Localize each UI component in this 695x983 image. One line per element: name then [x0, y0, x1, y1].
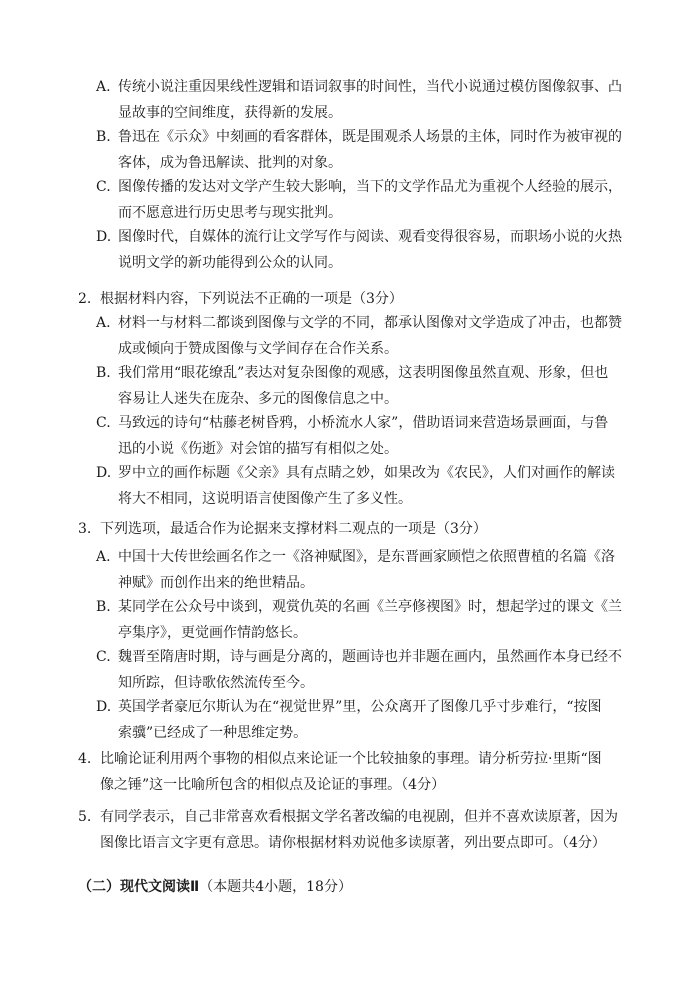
option-text: 材料一与材料二都谈到图像与文学的不同，都承认图像对文学造成了冲击，也都赞 — [118, 315, 622, 331]
option-text: 亭集序》，更觉画作情韵悠长。 — [118, 625, 307, 641]
option-text: 神赋》而创作出来的绝世精品。 — [118, 575, 314, 591]
question-5 — [78, 804, 638, 856]
section-heading — [78, 874, 352, 900]
q1-option-a — [96, 74, 641, 126]
option-label: D. — [96, 229, 112, 245]
q1-option-d — [96, 224, 641, 276]
option-label: A. — [96, 315, 111, 331]
q1-option-c — [96, 174, 641, 226]
question-stem: 根据材料内容，下列说法不正确的一项是（3分） — [100, 291, 403, 307]
question-3 — [78, 516, 638, 542]
option-label: D. — [96, 699, 112, 715]
option-text: 客体，成为鲁迅解读、批判的对象。 — [118, 155, 342, 171]
option-text: 将大不相同，这说明语言使图像产生了多义性。 — [118, 491, 412, 507]
option-text: 知所踪，但诗歌依然流传至今。 — [118, 675, 314, 691]
question-text: 像之锤”这一比喻所包含的相似点及论证的事理。（4分） — [100, 777, 446, 793]
q3-option-a — [96, 544, 641, 596]
question-number: 4. — [78, 751, 92, 767]
question-text: 比喻论证利用两个事物的相似点来论证一个比较抽象的事理。请分析劳拉·里斯“图 — [100, 751, 602, 767]
q3-option-d — [96, 694, 641, 746]
question-number: 2. — [78, 291, 92, 307]
question-stem: 下列选项，最适合作为论据来支撑材料二观点的一项是（3分） — [100, 521, 487, 537]
option-label: C. — [96, 415, 111, 431]
option-label: A. — [96, 549, 111, 565]
q2-option-c — [96, 410, 641, 462]
option-text: 容易让人迷失在庞杂、多元的图像信息之中。 — [118, 391, 398, 407]
option-text: 显故事的空间维度，获得新的发展。 — [118, 105, 342, 121]
q2-option-a — [96, 310, 641, 362]
option-text: 传统小说注重因果线性逻辑和语词叙事的时间性，当代小说通过模仿图像叙事、凸 — [118, 79, 622, 95]
section-title: （二）现代文阅读Ⅱ — [78, 879, 200, 895]
question-text: 有同学表示，自己非常喜欢看根据文学名著改编的电视剧，但并不喜欢读原著，因为 — [100, 809, 618, 825]
option-text: 成或倾向于赞成图像与文学间存在合作关系。 — [118, 341, 398, 357]
option-text: 迅的小说《伤逝》对会馆的描写有相似之处。 — [118, 441, 398, 457]
option-text: 索骥”已经成了一种思维定势。 — [118, 725, 308, 741]
option-text: 中国十大传世绘画名作之一《洛神赋图》，是东晋画家顾恺之依照曹植的名篇《洛 — [118, 549, 615, 565]
option-text: 图像时代，自媒体的流行让文学写作与阅读、观看变得很容易，而职场小说的火热 — [118, 229, 622, 245]
option-text: 我们常用“眼花缭乱”表达对复杂图像的观感，这表明图像虽然直观、形象，但也 — [118, 365, 609, 381]
option-label: D. — [96, 465, 112, 481]
option-text: 罗中立的画作标题《父亲》具有点睛之妙，如果改为《农民》，人们对画作的解读 — [118, 465, 615, 481]
option-label: C. — [96, 179, 111, 195]
option-label: A. — [96, 79, 111, 95]
option-text: 英国学者豪厄尔斯认为在“视觉世界”里，公众离开了图像几乎寸步难行，“按图 — [118, 699, 602, 715]
option-text: 图像传播的发达对文学产生较大影响，当下的文学作品尤为重视个人经验的展示， — [118, 179, 622, 195]
option-text: 魏晋至隋唐时期，诗与画是分离的，题画诗也并非题在画内，虽然画作本身已经不 — [118, 649, 622, 665]
option-text: 马致远的诗句“枯藤老树昏鸦，小桥流水人家”，借助语词来营造场景画面，与鲁 — [118, 415, 609, 431]
question-2 — [78, 286, 638, 312]
question-number: 3. — [78, 521, 92, 537]
option-text: 而不愿意进行历史思考与现实批判。 — [118, 205, 342, 221]
q3-option-c — [96, 644, 641, 696]
question-4 — [78, 746, 638, 798]
option-label: C. — [96, 649, 111, 665]
option-label: B. — [96, 365, 111, 381]
q3-option-b — [96, 594, 641, 646]
option-label: B. — [96, 129, 111, 145]
q2-option-d — [96, 460, 641, 512]
section-note: （本题共4小题，18分） — [199, 879, 352, 895]
q1-option-b — [96, 124, 641, 176]
question-text: 图像比语言文字更有意思。请你根据材料劝说他多读原著，列出要点即可。（4分） — [100, 835, 606, 851]
option-text: 说明文学的新功能得到公众的认同。 — [118, 255, 342, 271]
question-number: 5. — [78, 809, 92, 825]
option-label: B. — [96, 599, 111, 615]
option-text: 鲁迅在《示众》中刻画的看客群体，既是围观杀人场景的主体，同时作为被审视的 — [118, 129, 622, 145]
option-text: 某同学在公众号中谈到，观赏仇英的名画《兰亭修禊图》时，想起学过的课文《兰 — [118, 599, 622, 615]
q2-option-b — [96, 360, 641, 412]
